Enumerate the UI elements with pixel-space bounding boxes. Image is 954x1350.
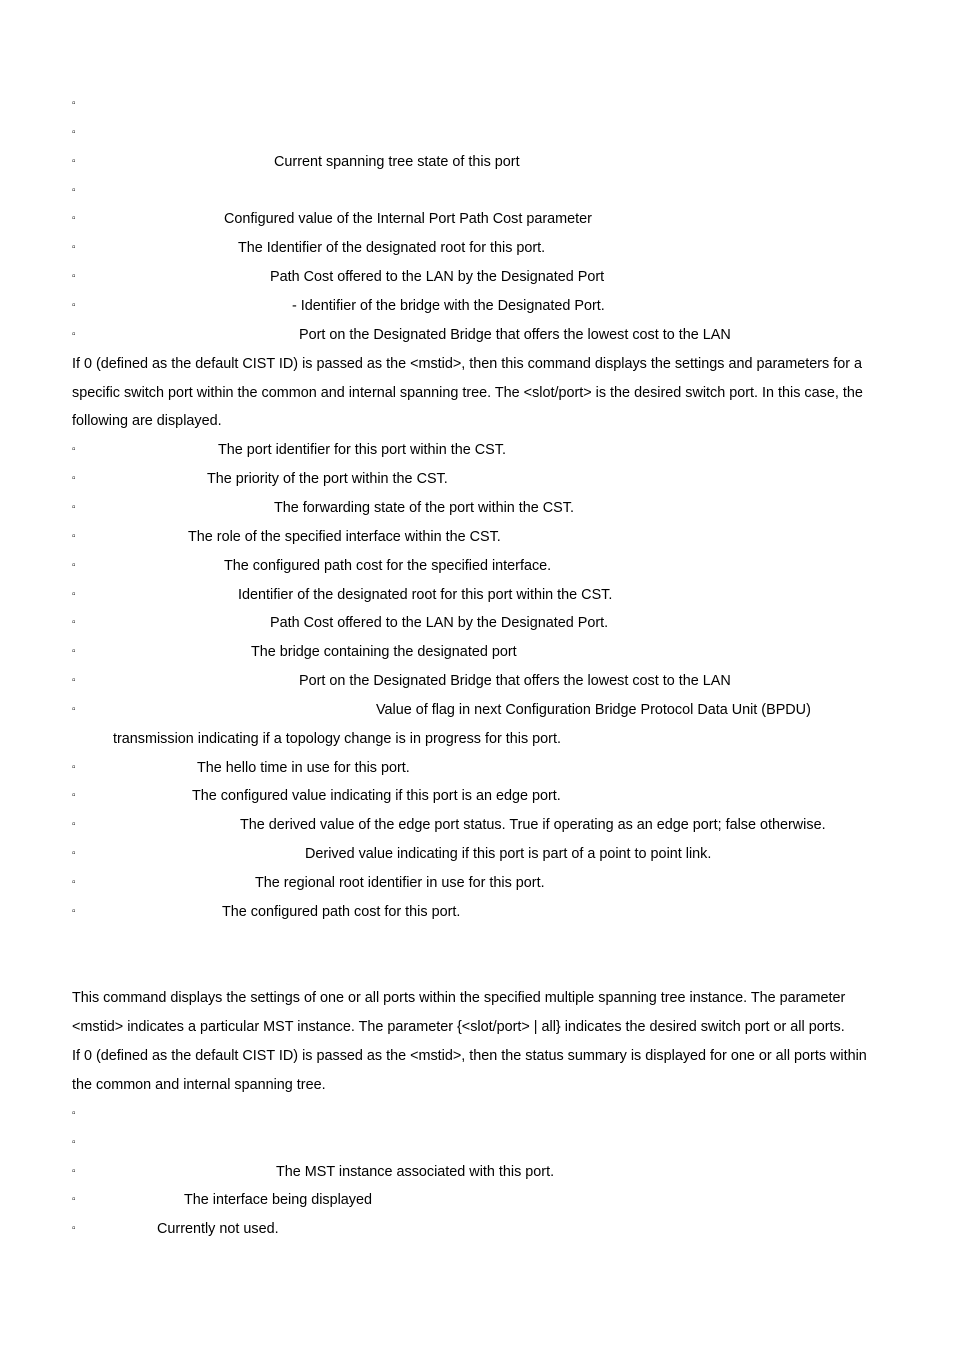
list-item-text: - Identifier of the bridge with the Designated Port. [292, 298, 605, 314]
list-item [0, 498, 954, 518]
list-item-text: Port on the Designated Bridge that offers the lowest cost to the LAN [299, 327, 731, 343]
list-item [0, 209, 954, 229]
list-item [0, 758, 954, 778]
list-item-text: The regional root identifier in use for this port. [255, 875, 545, 891]
list-item-text: Path Cost offered to the LAN by the Designated Port [270, 269, 605, 285]
bullet-icon: ▫ [72, 1137, 76, 1148]
paragraph-line: If 0 (defined as the default CIST ID) is passed as the <mstid>, then this command displays the settings and parameters for a [72, 356, 863, 372]
paragraph-line: This command displays the settings of one or all ports within the specified multiple spanning tree instance. The parameter [72, 990, 846, 1006]
bullet-icon: ▫ [72, 98, 76, 109]
list-item-text: The interface being displayed [184, 1192, 372, 1208]
bullet-icon: ▫ [72, 473, 76, 484]
bullet-icon: ▫ [72, 790, 76, 801]
list-item-text: The bridge containing the designated port [251, 644, 517, 660]
bullet-icon: ▫ [72, 502, 76, 513]
list-item-text: Current spanning tree state of this port [274, 154, 520, 170]
list-item [0, 1190, 954, 1210]
bullet-icon: ▫ [72, 762, 76, 773]
list-item [0, 152, 954, 172]
list-item-text: The hello time in use for this port. [197, 760, 410, 776]
bullet-icon: ▫ [72, 848, 76, 859]
list-item-text: The configured path cost for the specified interface. [224, 558, 552, 574]
bullet-icon: ▫ [72, 589, 76, 600]
list-item [0, 1162, 954, 1182]
paragraph-line: <mstid> indicates a particular MST instance. The parameter {<slot/port> | all} indicates the desired switch port or all ports. [72, 1019, 845, 1035]
list-item [0, 440, 954, 460]
list-item [0, 1219, 954, 1239]
list-item [0, 902, 954, 922]
list-item [0, 613, 954, 633]
list-item [0, 181, 954, 201]
bullet-icon: ▫ [72, 1223, 76, 1234]
list-item-text: The configured value indicating if this port is an edge port. [192, 788, 561, 804]
list-item [0, 815, 954, 835]
bullet-icon: ▫ [72, 185, 76, 196]
list-item-text: Currently not used. [157, 1221, 279, 1237]
list-item-text: The priority of the port within the CST. [207, 471, 448, 487]
list-item [0, 786, 954, 806]
bullet-icon: ▫ [72, 617, 76, 628]
bullet-icon: ▫ [72, 329, 76, 340]
paragraph-line: following are displayed. [72, 413, 222, 429]
list-item [0, 873, 954, 893]
bullet-icon: ▫ [72, 271, 76, 282]
bullet-icon: ▫ [72, 1108, 76, 1119]
bullet-icon: ▫ [72, 906, 76, 917]
bullet-icon: ▫ [72, 646, 76, 657]
bullet-icon: ▫ [72, 560, 76, 571]
list-item [0, 325, 954, 345]
list-item-text: The forwarding state of the port within the CST. [274, 500, 574, 516]
bullet-icon: ▫ [72, 877, 76, 888]
list-item-text: Configured value of the Internal Port Path Cost parameter [224, 211, 592, 227]
list-item [0, 94, 954, 114]
list-item-text: The MST instance associated with this port. [276, 1164, 555, 1180]
bullet-icon: ▫ [72, 213, 76, 224]
list-item-text: Value of flag in next Configuration Bridge Protocol Data Unit (BPDU) [376, 702, 811, 718]
bullet-icon: ▫ [72, 1194, 76, 1205]
list-item [0, 1133, 954, 1153]
bullet-icon: ▫ [72, 444, 76, 455]
list-item [0, 238, 954, 258]
list-item [0, 123, 954, 143]
list-item [0, 527, 954, 547]
list-item [0, 556, 954, 576]
bullet-icon: ▫ [72, 1166, 76, 1177]
list-item-text: The role of the specified interface within the CST. [188, 529, 501, 545]
paragraph-line: the common and internal spanning tree. [72, 1077, 326, 1093]
bullet-icon: ▫ [72, 675, 76, 686]
list-item [0, 844, 954, 864]
list-item-text: The configured path cost for this port. [222, 904, 461, 920]
list-item [0, 585, 954, 605]
paragraph-line: If 0 (defined as the default CIST ID) is passed as the <mstid>, then the status summary is displayed for one or all ports within [72, 1048, 867, 1064]
list-item-text: The Identifier of the designated root for this port. [238, 240, 546, 256]
paragraph-line: specific switch port within the common and internal spanning tree. The <slot/port> is the desired switch port. In this case, the [72, 385, 863, 401]
list-item [0, 671, 954, 691]
list-item [0, 296, 954, 316]
list-item [0, 267, 954, 287]
list-item [0, 469, 954, 489]
list-item-continuation [0, 729, 954, 749]
bullet-icon: ▫ [72, 819, 76, 830]
list-item-text: The derived value of the edge port status. True if operating as an edge port; false otherwise. [240, 817, 826, 833]
bullet-icon: ▫ [72, 704, 76, 715]
bullet-icon: ▫ [72, 242, 76, 253]
bullet-icon: ▫ [72, 531, 76, 542]
list-item-text: Derived value indicating if this port is part of a point to point link. [305, 846, 712, 862]
list-item-text: Path Cost offered to the LAN by the Designated Port. [270, 615, 609, 631]
bullet-icon: ▫ [72, 156, 76, 167]
list-item-text: Identifier of the designated root for this port within the CST. [238, 587, 613, 603]
bullet-icon: ▫ [72, 127, 76, 138]
list-item-text: The port identifier for this port within the CST. [218, 442, 506, 458]
list-item-text: Port on the Designated Bridge that offers the lowest cost to the LAN [299, 673, 731, 689]
list-item [0, 1104, 954, 1124]
list-item-text: transmission indicating if a topology change is in progress for this port. [113, 731, 561, 747]
bullet-icon: ▫ [72, 300, 76, 311]
list-item [0, 642, 954, 662]
list-item [0, 700, 954, 720]
